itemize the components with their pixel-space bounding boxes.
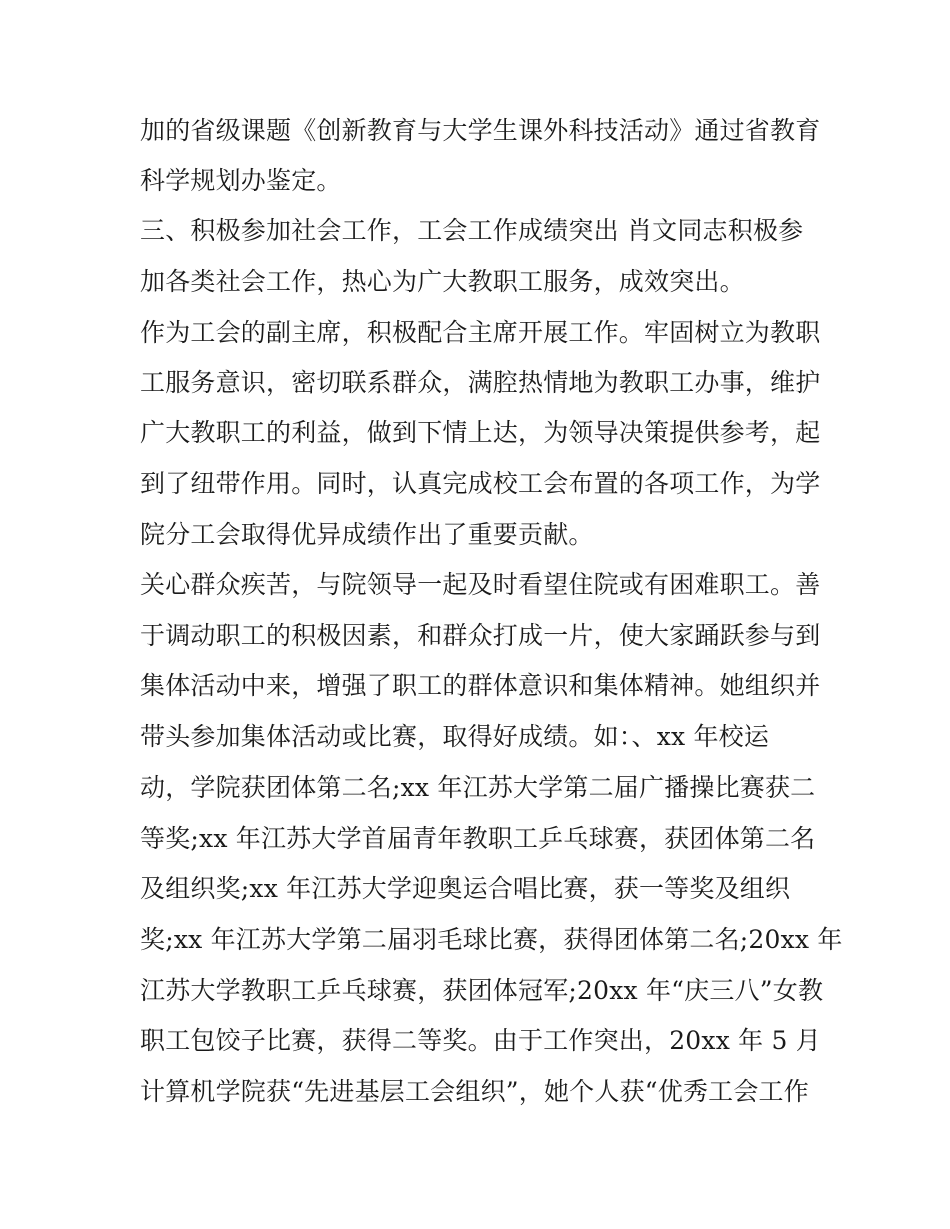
text-line: 关心群众疾苦，与院领导一起及时看望住院或有困难职工。善 <box>140 570 821 599</box>
text-line: 等奖;xx 年江苏大学首届青年教职工乒乓球赛，获团体第二名 <box>140 824 816 853</box>
text-line: 江苏大学教职工乒乓球赛，获团体冠军;20xx 年“庆三八”女教 <box>140 976 824 1005</box>
text-line: 奖;xx 年江苏大学第二届羽毛球比赛，获得团体第二名;20xx 年 <box>140 925 843 954</box>
text-line: 及组织奖;xx 年江苏大学迎奥运合唱比赛，获一等奖及组织 <box>140 874 791 903</box>
text-line: 广大教职工的利益，做到下情上达，为领导决策提供参考，起 <box>140 418 821 447</box>
text-line: 于调动职工的积极因素，和群众打成一片，使大家踊跃参与到 <box>140 621 821 650</box>
text-line: 院分工会取得优异成绩作出了重要贡献。 <box>140 520 594 549</box>
text-line: 职工包饺子比赛，获得二等奖。由于工作突出，20xx 年 5 月 <box>140 1026 821 1055</box>
text-line: 作为工会的副主席，积极配合主席开展工作。牢固树立为教职 <box>140 318 821 347</box>
text-line: 加的省级课题《创新教育与大学生课外科技活动》通过省教育 <box>140 116 821 145</box>
text-line: 到了纽带作用。同时，认真完成校工会布置的各项工作，为学 <box>140 469 821 498</box>
text-line: 动，学院获团体第二名;xx 年江苏大学第二届广播操比赛获二 <box>140 773 816 802</box>
text-line: 带头参加集体活动或比赛，取得好成绩。如：、xx 年校运 <box>140 722 770 751</box>
text-line: 科学规划办鉴定。 <box>140 166 342 195</box>
text-line: 加各类社会工作，热心为广大教职工服务，成效突出。 <box>140 267 745 296</box>
text-line: 集体活动中来，增强了职工的群体意识和集体精神。她组织并 <box>140 671 821 700</box>
text-line: 计算机学院获“先进基层工会组织”，她个人获“优秀工会工作 <box>140 1077 809 1106</box>
text-line: 三、积极参加社会工作，工会工作成绩突出 肖文同志积极参 <box>140 216 804 245</box>
text-line: 工服务意识，密切联系群众，满腔热情地为教职工办事，维护 <box>140 368 821 397</box>
